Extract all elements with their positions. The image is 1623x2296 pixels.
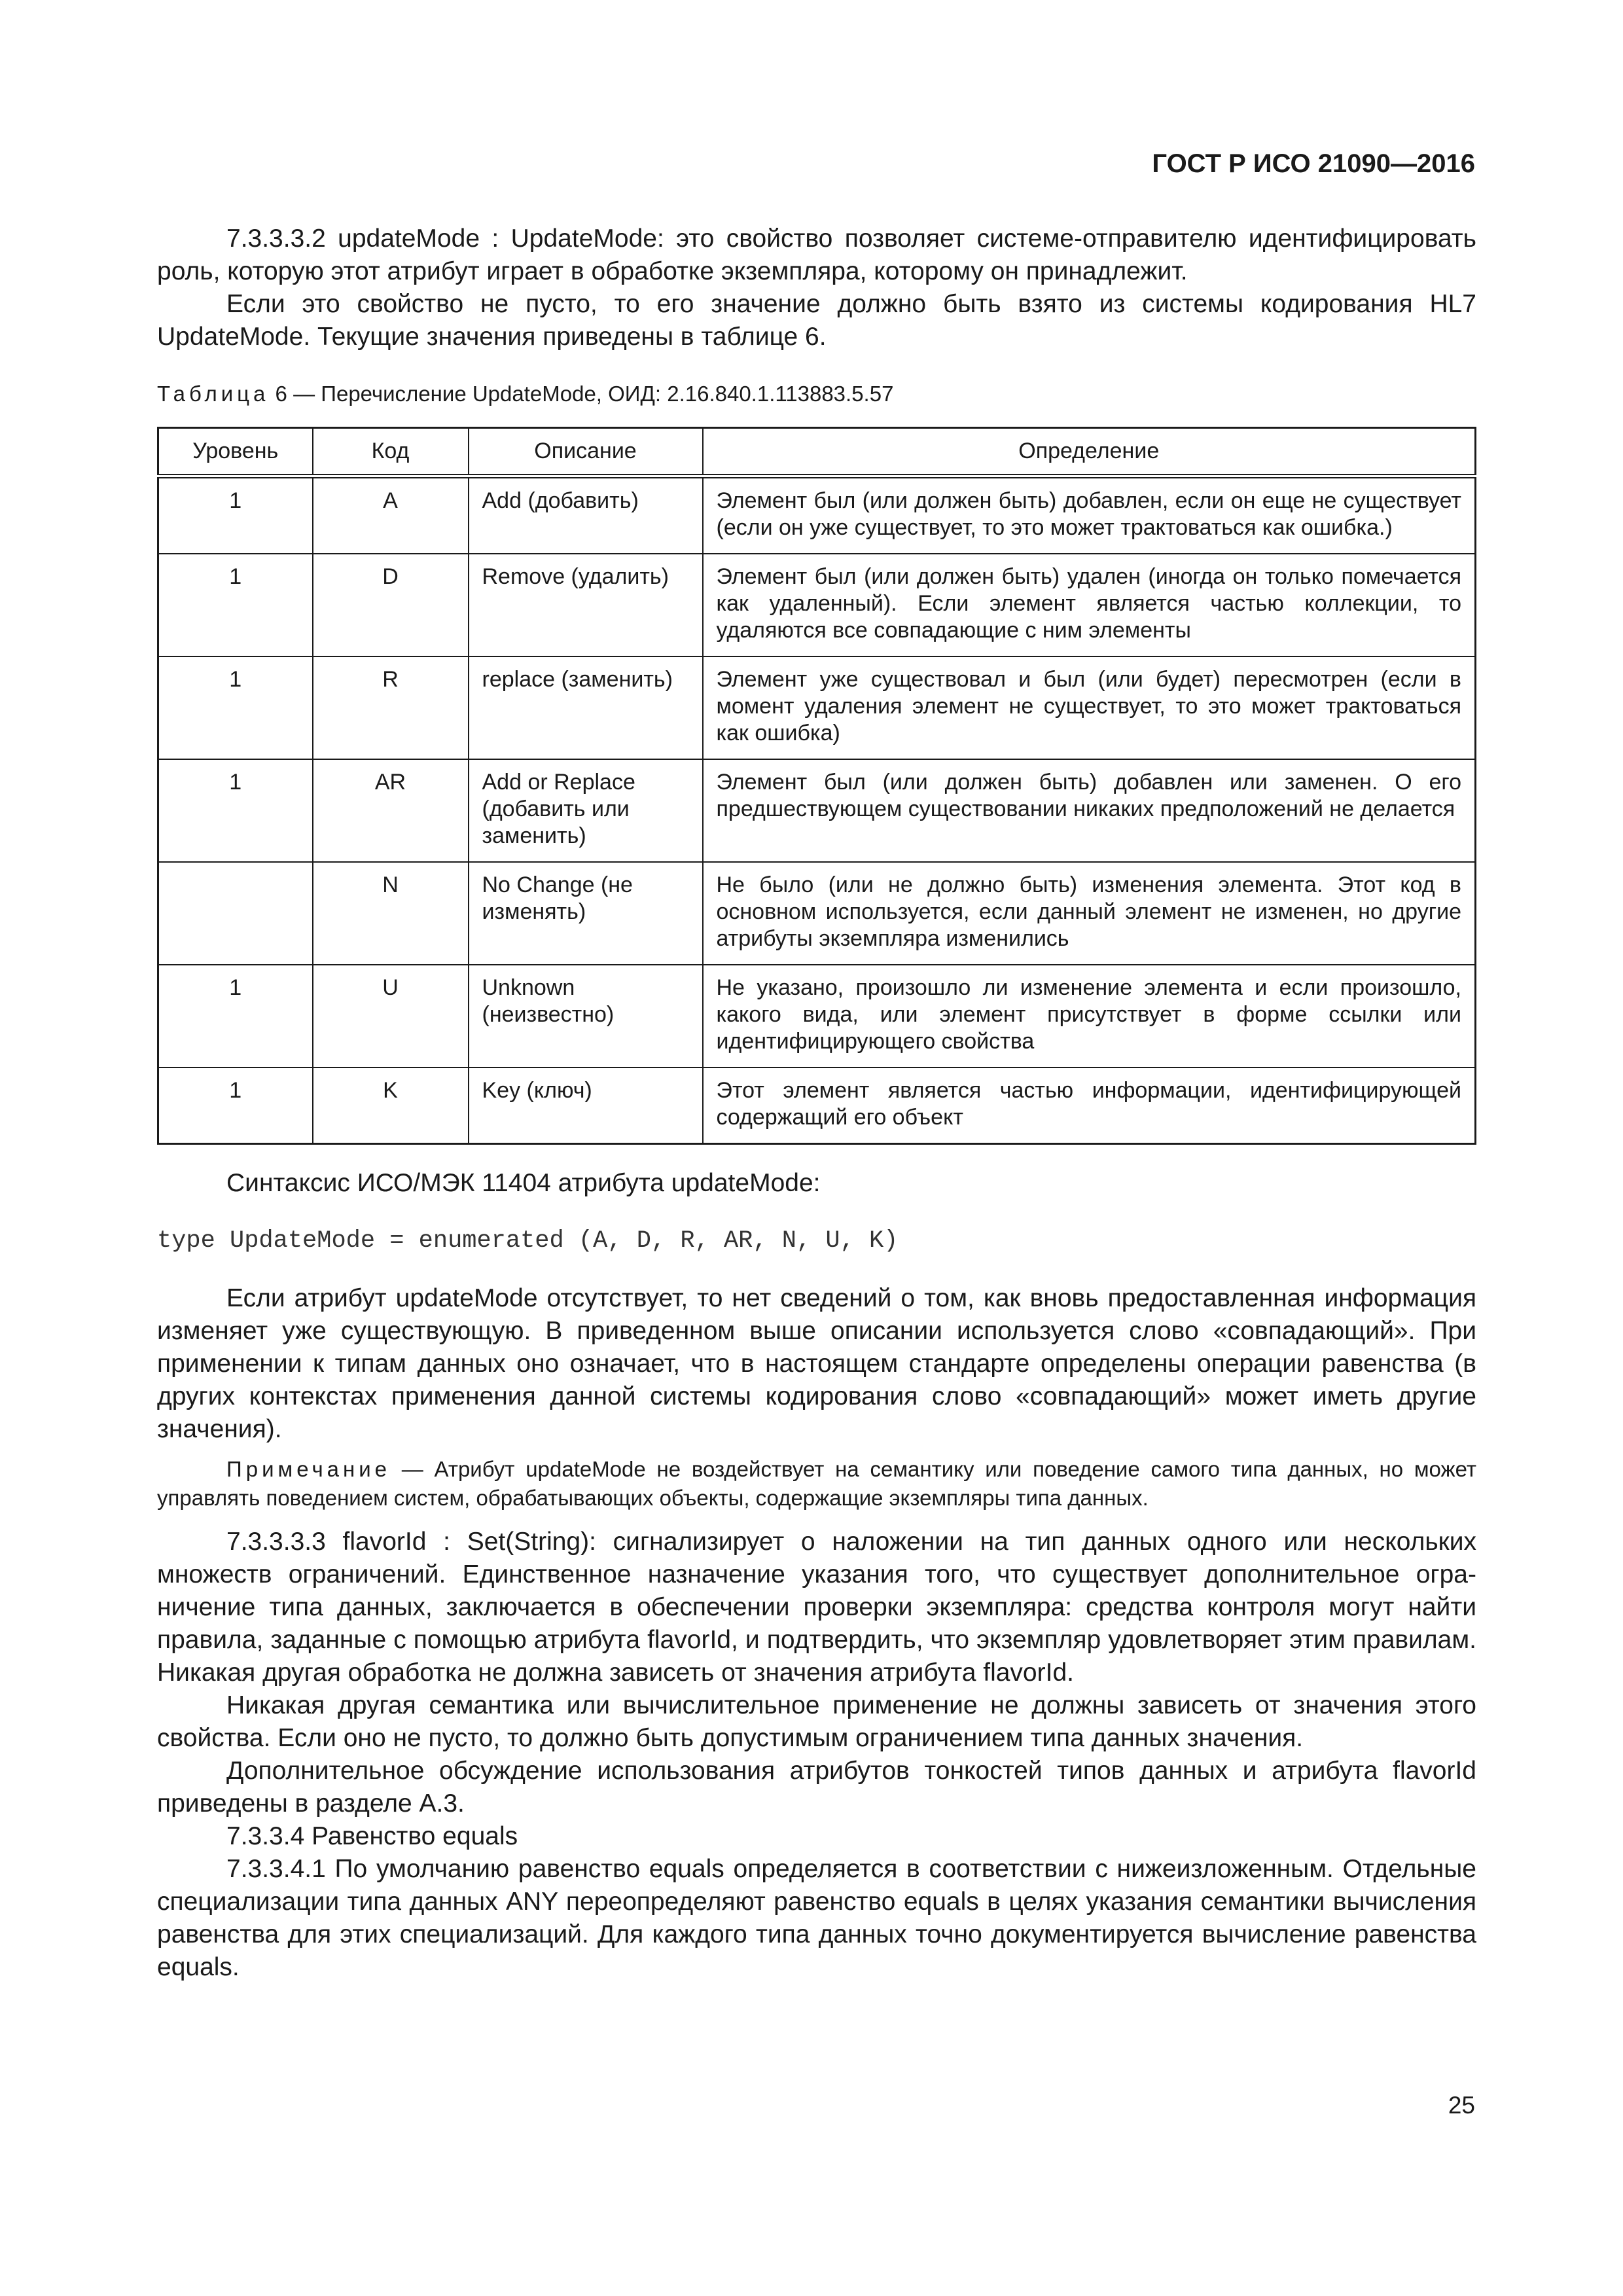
cell-definition: Элемент был (или должен быть) добавлен или заменен. О его предшествующем существовании никаких предположений не делается (703, 759, 1476, 862)
cell-description: Key (ключ) (469, 1067, 703, 1144)
header-code: Код (313, 428, 469, 476)
note-text: — Атрибут updateMode не воздействует на семантику или поведение самого типа данных, но может управлять поведением систем, обрабатывающих объекты, содержащие экземпляры типа данных. (157, 1457, 1476, 1510)
cell-level: 1 (158, 759, 313, 862)
syntax-intro: Синтаксис ИСО/МЭК 11404 атрибута updateMode: (226, 1169, 821, 1197)
cell-description: Add or Replace (добавить или заменить) (469, 759, 703, 862)
cell-description: Remove (удалить) (469, 554, 703, 656)
header-description: Описание (469, 428, 703, 476)
table-row (158, 1067, 1476, 1144)
page-content (157, 223, 1476, 1984)
cell-description: No Change (не изменять) (469, 862, 703, 965)
document-code-header: ГОСТ Р ИСО 21090—2016 (1152, 149, 1475, 178)
table-caption-text: 6 — Перечисление UpdateMode, ОИД: 2.16.840.1.113883.5.57 (269, 382, 894, 406)
cell-definition: Элемент был (или должен быть) добавлен, если он еще не существует (если он уже существует, то это может трактоваться как ошибка.) (703, 476, 1476, 554)
header-level: Уровень (158, 428, 313, 476)
cell-code: R (313, 656, 469, 759)
cell-level (158, 862, 313, 965)
note-label: Примечание (226, 1457, 391, 1481)
cell-code: D (313, 554, 469, 656)
table-row (158, 554, 1476, 656)
cell-level: 1 (158, 476, 313, 554)
paragraph-flavor-semantics: Никакая другая семантика или вычислительное применение не должны зависеть от значения этого свойства. Если оно не пусто, то должно быть допустимым ограничением типа данных значения. (157, 1691, 1476, 1752)
header-definition: Определение (703, 428, 1476, 476)
cell-definition: Этот элемент является частью информации, идентифицирующей содержащий его объект (703, 1067, 1476, 1144)
cell-definition: Элемент был (или должен быть) удален (иногда он только помечается как удаленный). Если элемент является частью коллекции, то удаляются все совпадающие с ним элементы (703, 554, 1476, 656)
page-number: 25 (1448, 2092, 1475, 2119)
paragraph-equals-default: 7.3.3.4.1 По умолчанию равенство equals определяется в соответствии с нижеизложенным. Отдельные специализации типа данных ANY переопределяют равенство equals в целях указания семантики вычисления равенства для этих специализаций. Для каждого типа данных точно документируется вычисление равенства equals. (157, 1855, 1476, 1981)
cell-code: K (313, 1067, 469, 1144)
update-mode-table (157, 427, 1476, 1145)
cell-description: Add (добавить) (469, 476, 703, 554)
cell-level: 1 (158, 656, 313, 759)
note (157, 1455, 1476, 1513)
table-caption-label: Таблица (157, 382, 270, 406)
cell-description: Unknown (неизвестно) (469, 965, 703, 1067)
table-row (158, 862, 1476, 965)
cell-code: AR (313, 759, 469, 862)
cell-description: replace (заменить) (469, 656, 703, 759)
table-header-row (158, 428, 1476, 476)
section-heading-equals: 7.3.3.4 Равенство equals (226, 1822, 518, 1850)
cell-level: 1 (158, 554, 313, 656)
paragraph-update-mode: 7.3.3.3.2 updateMode : UpdateMode: это свойство позволяет системе-отправителю идентифицировать роль, которую этот атрибут играет в обработке экземпляра, которому он принадлежит. (157, 224, 1476, 285)
cell-level: 1 (158, 965, 313, 1067)
cell-code: A (313, 476, 469, 554)
cell-code: N (313, 862, 469, 965)
cell-definition: Не указано, произошло ли изменение элемента и если произошло, какого вида, или элемент присутствует в форме ссылки или идентифицирующего свойства (703, 965, 1476, 1067)
table-row (158, 476, 1476, 554)
table-row (158, 965, 1476, 1067)
cell-level: 1 (158, 1067, 313, 1144)
paragraph-flavor-discussion: Дополнительное обсуждение использования атрибутов тонкостей типов данных и атрибута flavorId приведены в разделе А.3. (157, 1757, 1476, 1818)
syntax-code: type UpdateMode = enumerated (A, D, R, AR, N, U, K) (157, 1227, 899, 1255)
table-row (158, 656, 1476, 759)
paragraph-flavor-id: 7.3.3.3.3 flavorId : Set(String): сигнализирует о наложении на тип данных одного или нескольких множеств ограничений. Единственное назначение указания того, что существует дополнительное ограничение типа данных, заключается в обеспечении проверки экземпляра: средства контроля могут найти правила, заданные с помощью атрибута flavorId, и подтвердить, что экземпляр удовлетворяет этим правилам. Никакая другая обработка не должна зависеть от значения атрибута flavorId. (157, 1528, 1476, 1687)
cell-definition: Элемент уже существовал и был (или будет) пересмотрен (если в момент удаления элемент не существует, то это может трактоваться как ошибка) (703, 656, 1476, 759)
cell-definition: Не было (или не должно быть) изменения элемента. Этот код в основном используется, если данный элемент не изменен, но другие атрибуты экземпляра изменились (703, 862, 1476, 965)
paragraph-update-mode-values: Если это свойство не пусто, то его значение должно быть взято из системы кодирования HL7 UpdateMode. Текущие значения приведены в таблице 6. (157, 290, 1476, 351)
cell-code: U (313, 965, 469, 1067)
table-row (158, 759, 1476, 862)
paragraph-update-mode-absent: Если атрибут updateMode отсутствует, то нет сведений о том, как вновь предоставленная информация изменяет уже существующую. В приведенном выше описании используется слово «совпадающий». При применении к типам данных оно означает, что в настоящем стандарте определены операции равенства (в других контекстах применения данной системы кодирования слово «совпадающий» может иметь другие значения). (157, 1284, 1476, 1443)
table-caption (157, 380, 1476, 408)
